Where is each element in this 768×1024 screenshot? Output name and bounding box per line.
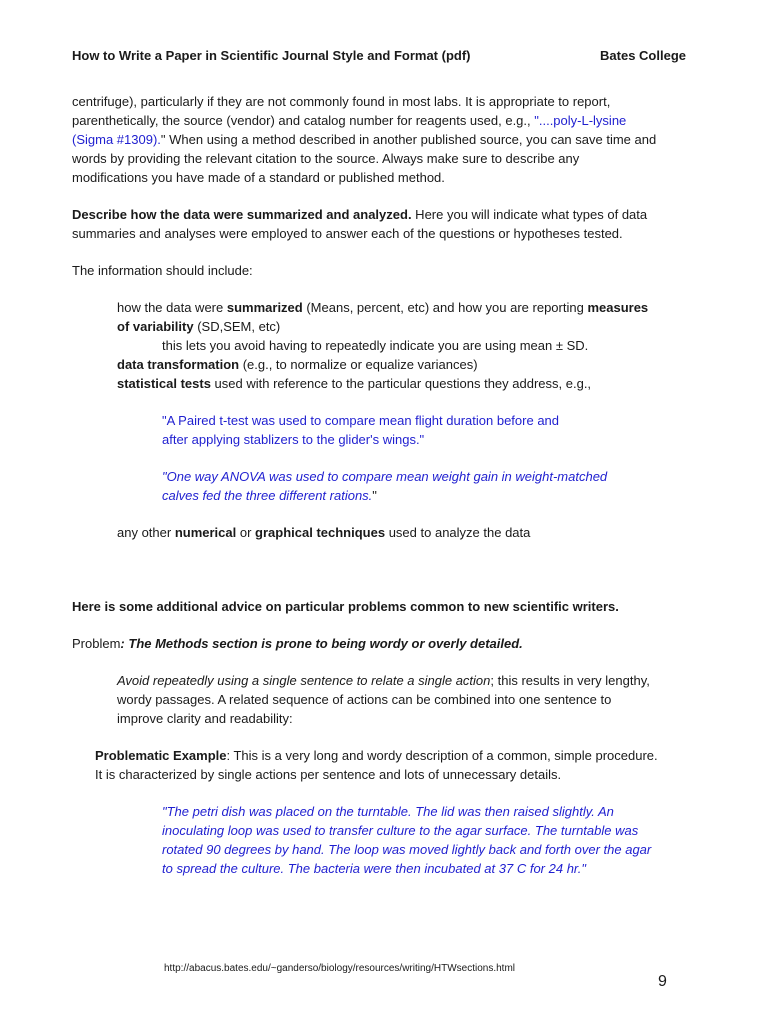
avoid-line2: wordy passages. A related sequence of actions can be combined into one sentence to xyxy=(117,692,612,707)
example-line1: Problematic Example: This is a very long and wordy description of a common, simple procedure. xyxy=(95,748,658,763)
para3: The information should include: xyxy=(72,263,253,278)
avoid-line1: Avoid repeatedly using a single sentence to relate a single action; this results in very lengthy, xyxy=(117,673,650,688)
reagent-example-link: "....poly-L-lysine xyxy=(534,113,627,128)
para2-line2: summaries and analyses were employed to answer each of the questions or hypotheses tested. xyxy=(72,226,623,241)
para1-line3: (Sigma #1309)." When using a method described in another published source, you can save time and xyxy=(72,132,657,147)
list-item-summarized: how the data were summarized (Means, percent, etc) and how you are reporting measures xyxy=(117,300,649,315)
petri-quote-line3: rotated 90 degrees by hand. The loop was moved lightly back and forth over the agar xyxy=(162,842,652,857)
problematic-example-label: Problematic Example xyxy=(95,748,227,763)
petri-quote-line4: to spread the culture. The bacteria were then incubated at 37 C for 24 hr." xyxy=(162,861,586,876)
page-header xyxy=(72,47,686,65)
para1-line5: modifications you have made of a standard or published method. xyxy=(72,170,445,185)
list-item-other-techniques: any other numerical or graphical techniques used to analyze the data xyxy=(117,525,531,540)
avoid-line3: improve clarity and readability: xyxy=(117,711,293,726)
para1-line2: parenthetically, the source (vendor) and catalog number for reagents used, e.g., "....poly-L-lysine xyxy=(72,113,627,128)
para2-line1: Describe how the data were summarized and analyzed. Here you will indicate what types of data xyxy=(72,207,648,222)
advice-heading: Here is some additional advice on particular problems common to new scientific writers. xyxy=(72,599,619,614)
list-item-statistical-tests: statistical tests used with reference to the particular questions they address, e.g., xyxy=(117,376,592,391)
quote-ttest-line2: after applying stablizers to the glider's wings." xyxy=(162,432,425,447)
page-number: 9 xyxy=(658,973,667,990)
footer-url-link[interactable]: http://abacus.bates.edu/~ganderso/biology/resources/writing/HTWsections.html xyxy=(164,963,516,974)
petri-quote-line1: "The petri dish was placed on the turntable. The lid was then raised slightly. An xyxy=(162,804,614,819)
problem-statement: Problem: The Methods section is prone to being wordy or overly detailed. xyxy=(72,636,523,651)
para1-line4: words by providing the relevant citation to the source. Always make sure to describe any xyxy=(72,151,580,166)
section-heading-data-analysis: Describe how the data were summarized and analyzed. xyxy=(72,207,412,222)
quote-anova-line2: calves fed the three different rations." xyxy=(162,488,377,503)
quote-anova-line1: "One way ANOVA was used to compare mean weight gain in weight-matched xyxy=(162,469,608,484)
petri-quote-line2: inoculating loop was used to transfer culture to the agar surface. The turntable was xyxy=(162,823,639,838)
list-subitem-mean-sd: this lets you avoid having to repeatedly indicate you are using mean ± SD. xyxy=(162,338,589,353)
header-institution: Bates College xyxy=(600,48,686,63)
quote-ttest-line1: "A Paired t-test was used to compare mean flight duration before and xyxy=(162,413,560,428)
list-item-transformation: data transformation (e.g., to normalize or equalize variances) xyxy=(117,357,478,372)
example-line2: It is characterized by single actions per sentence and lots of unnecessary details. xyxy=(95,767,562,782)
para1-line1: centrifuge), particularly if they are not commonly found in most labs. It is appropriate to report, xyxy=(72,94,611,109)
list-item-summarized-cont: of variability (SD,SEM, etc) xyxy=(117,319,281,334)
header-title: How to Write a Paper in Scientific Journal Style and Format (pdf) xyxy=(72,48,471,63)
